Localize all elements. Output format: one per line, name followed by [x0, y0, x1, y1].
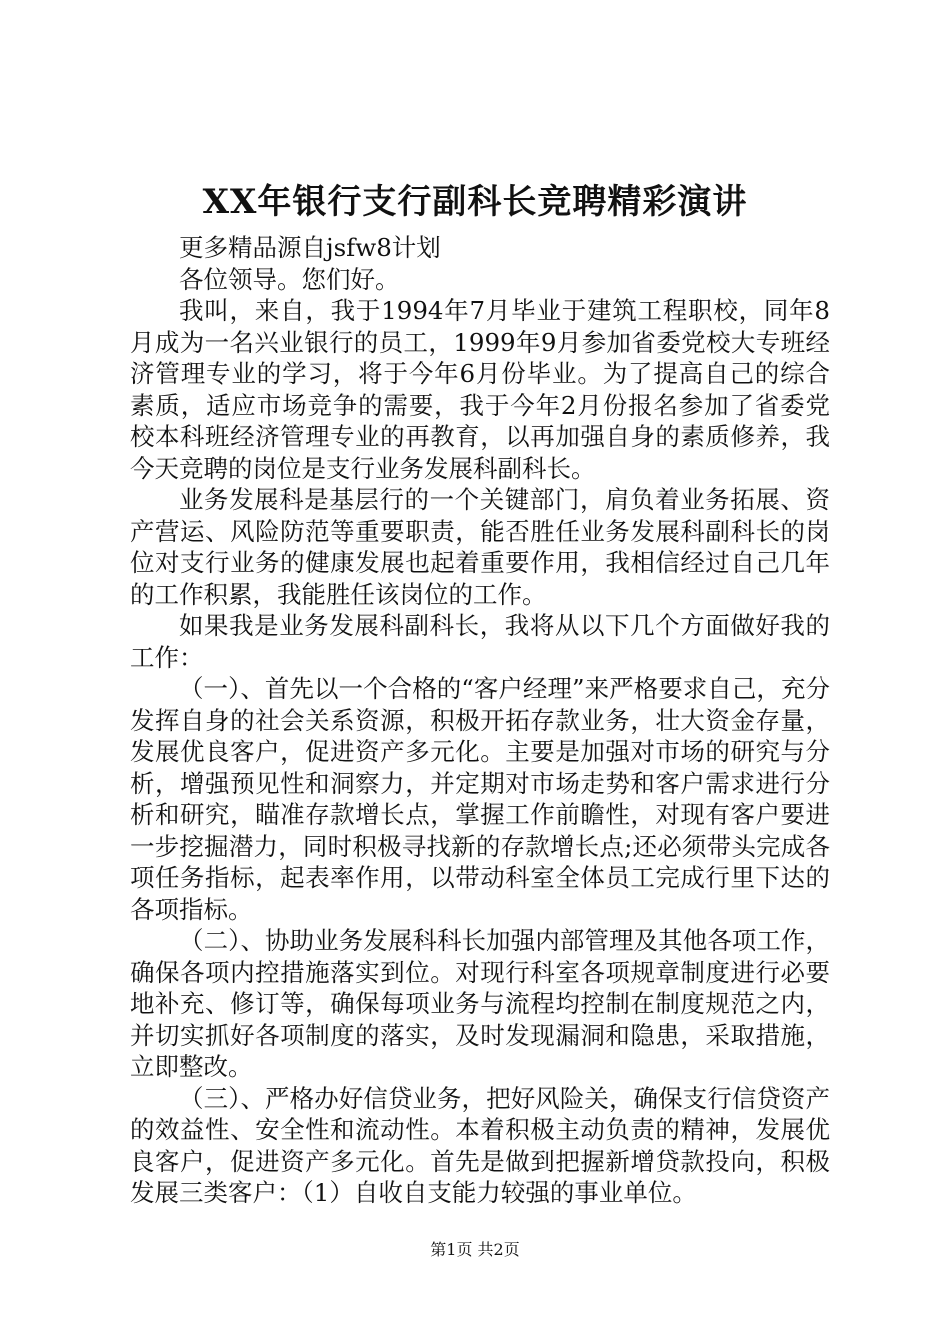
paragraph-plan-2: （二）、协助业务发展科科长加强内部管理及其他各项工作，确保各项内控措施落实到位。对现行科室各项规章制度进行必要地补充、修订等，确保每项业务与流程均控制在制度规范之内，并切实抓好各项制度的落实，及时发现漏洞和隐患，采取措施，立即整改。	[130, 926, 830, 1081]
paragraph-department-role: 业务发展科是基层行的一个关键部门，肩负着业务拓展、资产营运、风险防范等重要职责，能否胜任业务发展科副科长的岗位对支行业务的健康发展也起着重要作用，我相信经过自己几年的工作积累，我能胜任该岗位的工作。	[130, 485, 830, 609]
document-title: XX年银行支行副科长竞聘精彩演讲	[202, 182, 748, 222]
page-number-footer: 第1页 共2页	[430, 1240, 520, 1259]
paragraph-greeting: 各位领导。您们好。	[179, 264, 400, 294]
paragraph-source-note: 更多精品源自jsfw8计划	[179, 233, 441, 262]
paragraph-plan-intro: 如果我是业务发展科副科长，我将从以下几个方面做好我的工作：	[130, 611, 830, 672]
paragraph-introduction: 我叫，来自，我于1994年7月毕业于建筑工程职校，同年8月成为一名兴业银行的员工，1999年9月参加省委党校大专班经济管理专业的学习，将于今年6月份毕业。为了提高自己的综合素质，适应市场竞争的需要，我于今年2月份报名参加了省委党校本科班经济管理专业的再教育，以再加强自身的素质修养，我今天竞聘的岗位是支行业务发展科副科长。	[130, 296, 830, 483]
paragraph-plan-1: （一）、首先以一个合格的“客户经理”来严格要求自己，充分发挥自身的社会关系资源，积极开拓存款业务，壮大资金存量，发展优良客户，促进资产多元化。主要是加强对市场的研究与分析，增强预见性和洞察力，并定期对市场走势和客户需求进行分析和研究，瞄准存款增长点，掌握工作前瞻性，对现有客户要进一步挖掘潜力，同时积极寻找新的存款增长点;还必须带头完成各项任务指标，起表率作用，以带动科室全体员工完成行里下达的各项指标。	[130, 674, 830, 924]
paragraph-plan-3: （三）、严格办好信贷业务，把好风险关，确保支行信贷资产的效益性、安全性和流动性。本着积极主动负责的精神，发展优良客户，促进资产多元化。首先是做到把握新增贷款投向，积极发展三类客户：（1）自收自支能力较强的事业单位。	[130, 1083, 830, 1207]
document-body	[130, 232, 830, 1209]
